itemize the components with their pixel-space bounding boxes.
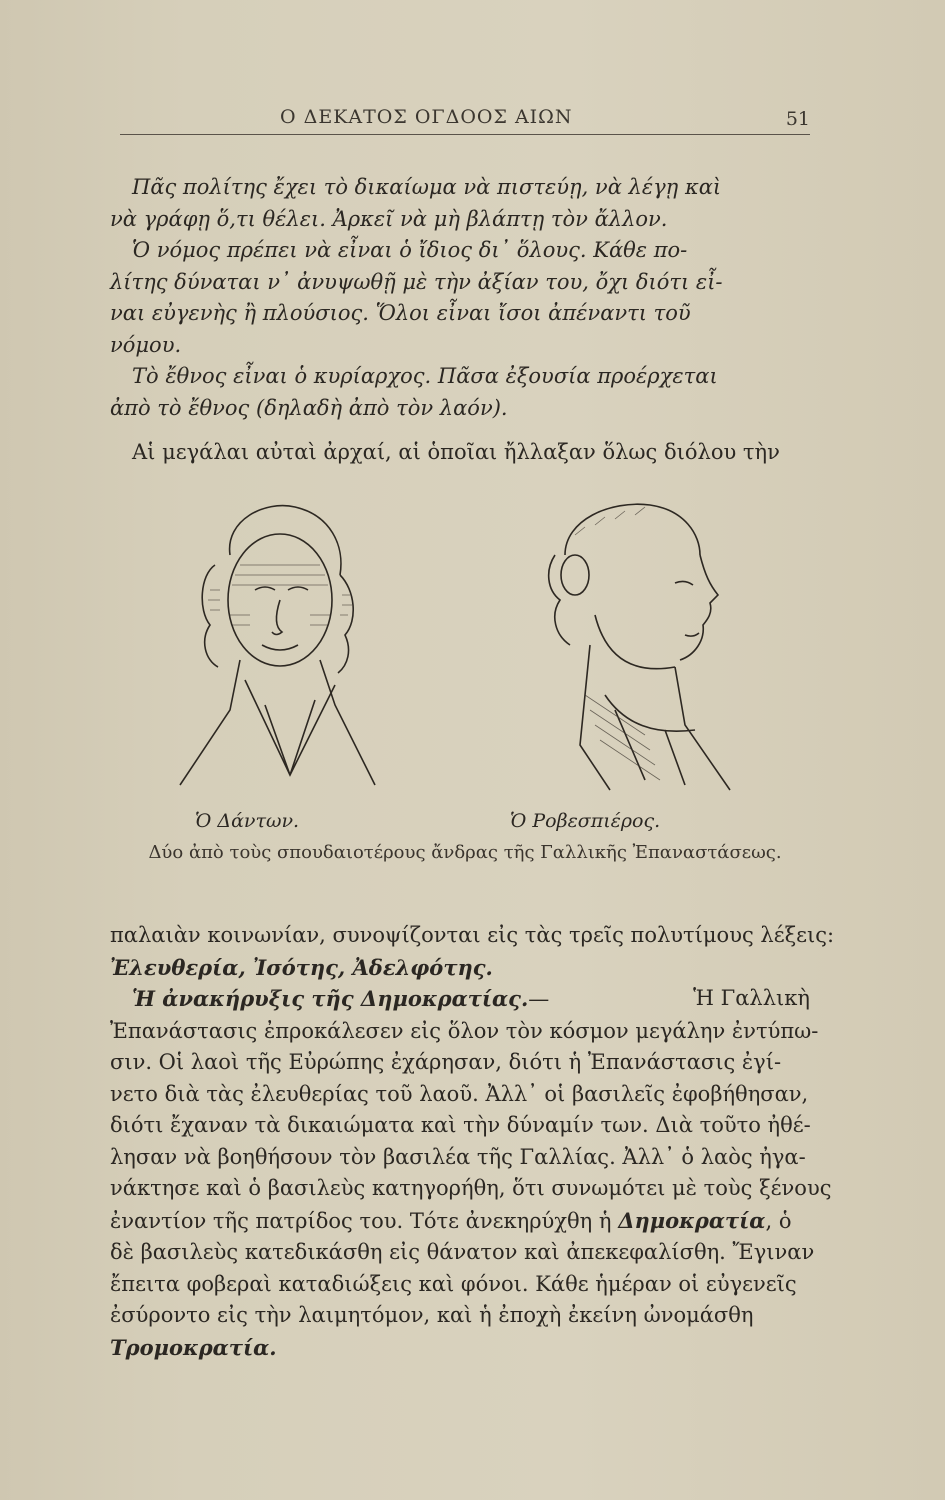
motto: Ἐλευθερία, Ἰσότης, Ἀδελφότης. [110,954,493,980]
section-title: Ἡ ἀνακήρυξις τῆς Δημοκρατίας. [132,986,529,1011]
emphasis-democracy: Δημοκρατία [618,1207,766,1233]
text-line: παλαιὰν κοινωνίαν, συνοψίζονται εἰς τὰς τρεῖς πολυτίμους λέξεις: [110,923,835,947]
portraits-figure [150,495,790,832]
rights-passage [110,172,810,424]
danton-portrait [170,495,380,795]
text-line: νάκτησε καὶ ὁ βασιλεὺς κατηγορήθη, ὅτι συνωμότει μὲ τοὺς ξένους [110,1176,832,1200]
text-line: ναι εὐγενὴς ἢ πλούσιος. Ὅλοι εἶναι ἴσοι ἀπέναντι τοῦ [110,301,691,325]
text-line: Ὁ νόμος πρέπει νὰ εἶναι ὁ ἴδιος δι᾿ ὅλους. Κάθε πο- [132,238,688,262]
page-header [120,104,810,135]
text-line: Τὸ ἔθνος εἶναι ὁ κυρίαρχος. Πᾶσα ἐξουσία προέρχεται [132,364,718,388]
running-title: Ο ΔΕΚΑΤΟΣ ΟΓΔΟΟΣ ΑΙΩΝ [280,106,573,128]
danton-name: Ὁ Δάντων. [195,810,300,832]
text-line: ἀπὸ τὸ ἔθνος (δηλαδὴ ἀπὸ τὸν λαόν). [110,395,508,420]
text-line: ἔπειτα φοβεραὶ καταδιώξεις καὶ φόνοι. Κάθε ἡμέραν οἱ εὐγενεῖς [110,1271,797,1296]
text-fragment: , ὁ [765,1208,792,1233]
text-line: Πᾶς πολίτης ἔχει τὸ δικαίωμα νὰ πιστεύῃ, νὰ λέγῃ καὶ [132,175,722,199]
principles-line [110,437,810,469]
page-number: 51 [785,108,810,130]
text-line [110,983,810,1016]
text-line: σιν. Οἱ λαοὶ τῆς Εὐρώπης ἐχάρησαν, διότι ἡ Ἐπανάστασις ἐγί- [110,1050,782,1074]
text-line: νὰ γράφῃ ὅ,τι θέλει. Ἀρκεῖ νὰ μὴ βλάπτῃ τὸν ἄλλον. [110,206,668,231]
text-line: ἐσύροντο εἰς τὴν λαιμητόμον, καὶ ἡ ἐποχὴ ἐκείνη ὠνομάσθη [110,1303,754,1327]
text-line: Ἐπανάστασις ἐπροκάλεσεν εἰς ὅλον τὸν κόσμον μεγάλην ἐντύπω- [110,1018,819,1043]
text-line: λησαν νὰ βοηθήσουν τὸν βασιλέα τῆς Γαλλίας. Ἀλλ᾿ ὁ λαὸς ἠγα- [110,1144,806,1169]
text-line: νετο διὰ τὰς ἐλευθερίας τοῦ λαοῦ. Ἀλλ᾿ οἱ βασιλεῖς ἐφοβήθησαν, [110,1081,809,1106]
text-line: λίτης δύναται ν᾿ ἀνυψωθῇ μὲ τὴν ἀξίαν του, ὄχι διότι εἶ- [110,269,723,294]
figure-caption: Δύο ἀπὸ τοὺς σπουδαιοτέρους ἄνδρας τῆς Γαλλικῆς Ἐπαναστάσεως. [148,842,782,863]
text-fragment: ἐναντίον τῆς πατρίδος του. Τότε ἀνεκηρύχθη ἡ [110,1208,612,1233]
text-line: δὲ βασιλεὺς κατεδικάσθη εἰς θάνατον καὶ ἀπεκεφαλίσθη. Ἔγιναν [110,1240,815,1264]
republic-passage [110,920,835,1363]
text-line: διότι ἔχαναν τὰ δικαιώματα καὶ τὴν δύναμίν των. Διὰ τοῦτο ἠθέ- [110,1113,811,1137]
text-line: νόμου. [110,332,182,357]
text-line: Αἱ μεγάλαι αὐταὶ ἀρχαί, αἱ ὁποῖαι ἤλλαξαν ὅλως διόλου τὴν [132,440,780,464]
robespierre-portrait [535,495,735,795]
text-fragment: Ἡ Γαλλικὴ [693,986,810,1010]
robespierre-name: Ὁ Ροβεσπιέρος. [510,810,661,832]
section-dash: — [528,987,550,1011]
text-line [110,1205,810,1238]
emphasis-terror: Τρομοκρατία. [110,1334,277,1360]
